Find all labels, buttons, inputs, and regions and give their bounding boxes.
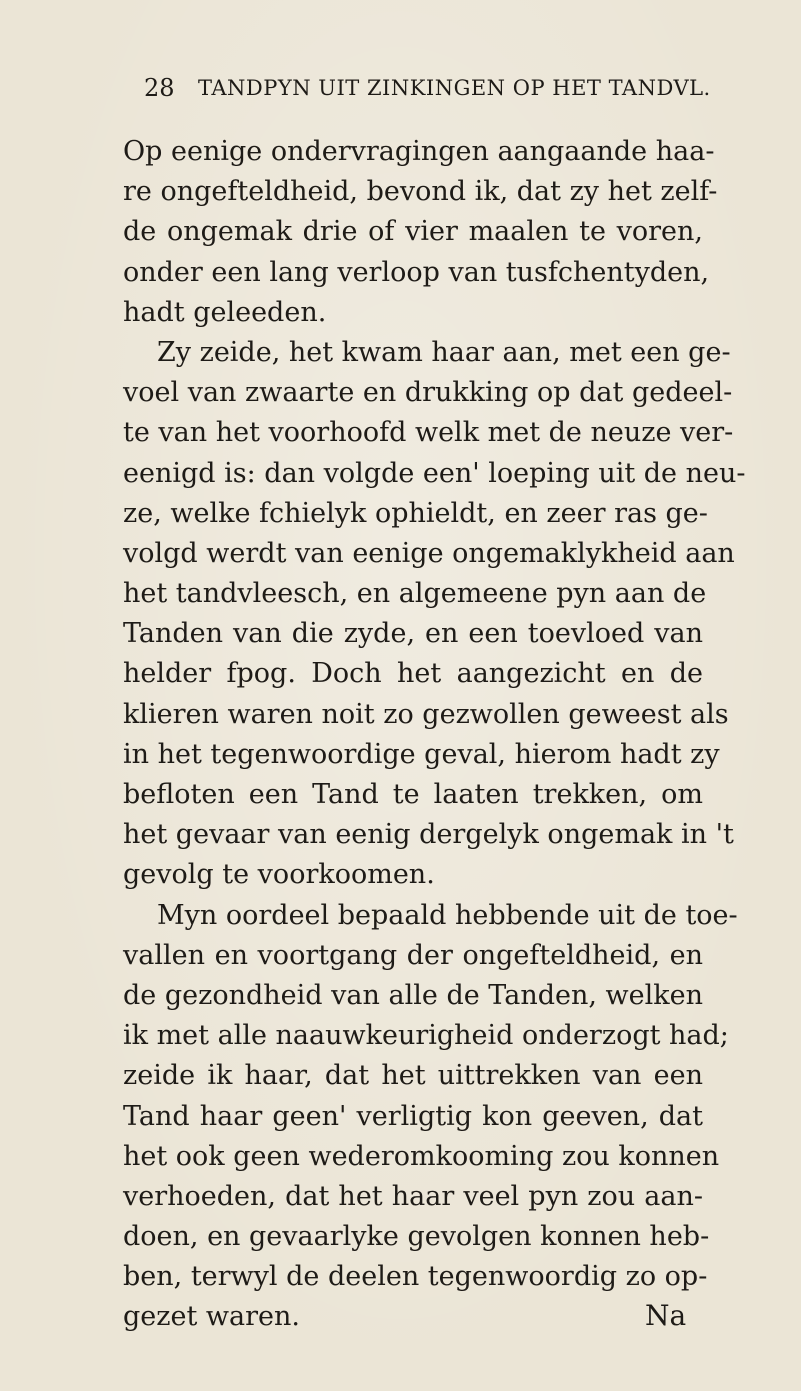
text-line: het ook geen wederomkooming zou konnen <box>123 1140 720 1172</box>
catchword: Na <box>645 1299 687 1332</box>
text-line: Zy zeide, het kwam haar aan, met een ge- <box>157 336 731 368</box>
text-line: het gevaar van eenig dergelyk ongemak in 't <box>123 819 734 851</box>
text-line: de ongemak drie of vier maalen te voren, <box>123 216 703 248</box>
text-line: befloten een Tand te laaten trekken, om <box>123 779 703 810</box>
text-line: Tand haar geen' verligtig kon geeven, dat <box>123 1100 703 1132</box>
text-line: doen, en gevaarlyke gevolgen konnen heb- <box>123 1221 710 1253</box>
text-line: helder fpog. Doch het aangezicht en de <box>123 658 703 690</box>
text-line: zeide ik haar, dat het uittrekken van een <box>123 1060 703 1092</box>
body-text <box>123 132 746 1338</box>
text-line: te van het voorhoofd welk met de neuze ver- <box>123 417 734 449</box>
text-line: voel van zwaarte en drukking op dat gedeel- <box>123 377 733 409</box>
text-line: gezet waren. <box>123 1301 300 1333</box>
text-line: ben, terwyl de deelen tegenwoordig zo op- <box>123 1261 708 1293</box>
page-number: 28 <box>144 74 175 102</box>
text-line: volgd werdt van eenige ongemaklykheid aan <box>123 537 735 569</box>
text-line: in het tegenwoordige geval, hierom hadt zy <box>123 738 720 770</box>
text-line: Op eenige ondervragingen aangaande haa- <box>123 136 715 167</box>
text-line: ik met alle naauwkeurigheid onderzogt had; <box>123 1020 729 1052</box>
page-header <box>144 74 711 108</box>
text-line: de gezondheid van alle de Tanden, welken <box>123 979 703 1011</box>
text-line: Tanden van die zyde, en een toevloed van <box>123 618 703 650</box>
running-head: TANDPYN UIT ZINKINGEN OP HET TANDVL. <box>198 76 711 100</box>
text-line: re ongefteldheid, bevond ik, dat zy het zelf- <box>123 176 718 208</box>
text-line: gevolg te voorkoomen. <box>123 859 435 891</box>
text-line: eenigd is: dan volgde een' loeping uit de neu- <box>123 457 746 489</box>
text-line: vallen en voortgang der ongefteldheid, en <box>123 939 703 971</box>
text-line: Myn oordeel bepaald hebbende uit de toe- <box>157 899 738 931</box>
text-line: hadt geleeden. <box>123 296 327 328</box>
text-line: het tandvleesch, en algemeene pyn aan de <box>123 578 707 610</box>
text-line: verhoeden, dat het haar veel pyn zou aan- <box>123 1180 703 1212</box>
text-line: ze, welke fchielyk ophieldt, en zeer ras ge- <box>123 497 708 529</box>
text-line: klieren waren noit zo gezwollen geweest als <box>123 698 729 730</box>
text-line: onder een lang verloop van tusfchentyden, <box>123 256 710 288</box>
